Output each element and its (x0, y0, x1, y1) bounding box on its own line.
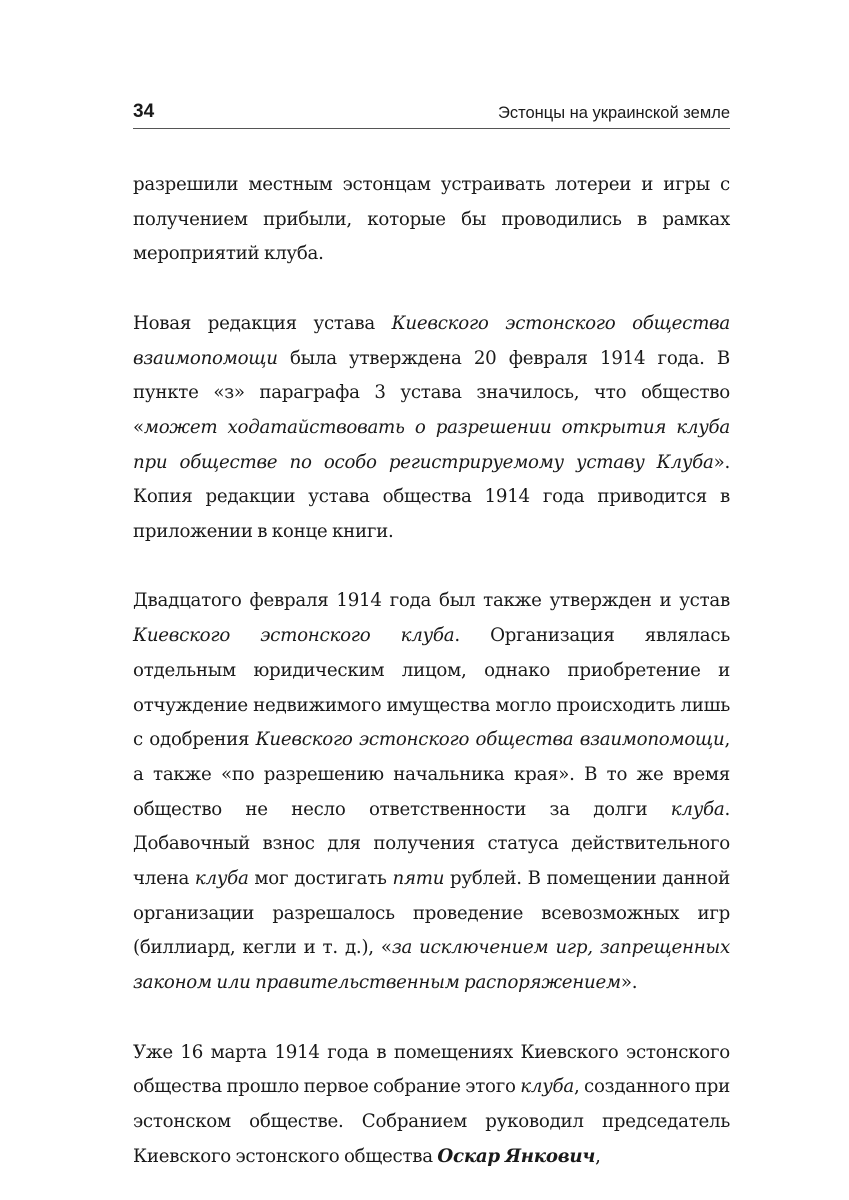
bold-italic-run-inner: Оскар Янкович (437, 1145, 596, 1167)
text-run: . Организация являлась отдельным юридическим лицом, однако приобретение и отчуждение недвижимого имущества могло происходить лишь с одобрения (133, 625, 730, 751)
italic-run: Киевского эстонского общества взаимопомощи (255, 729, 725, 751)
text-run: Новая редакция устава (133, 312, 392, 334)
italic-run: клуба (520, 1076, 574, 1098)
page-number: 34 (133, 101, 155, 122)
italic-run: пяти (392, 868, 445, 890)
body-text (133, 168, 730, 1174)
bold-italic-run (437, 1146, 595, 1167)
text-run: Уже 16 марта 1914 года в помещениях Киевского эстонского общества прошло первое собрание этого (133, 1041, 730, 1098)
text-run: , а также «по разрешению начальника края». В то же время общество не несло ответственности за долги (133, 729, 730, 820)
text-run: , (595, 1145, 601, 1167)
paragraph (133, 584, 730, 1000)
running-title: Эстонцы на украинской земле (497, 104, 730, 122)
text-run: , созданного при эстонском обществе. Собранием руководил председатель Киевского эстонского общества (133, 1076, 730, 1167)
paragraph (133, 307, 730, 550)
paragraph (133, 168, 730, 272)
text-run: ». (620, 972, 638, 994)
italic-run: Киевского эстонского клуба (133, 625, 455, 647)
text-run: . Добавочный взнос для получения статуса действительного члена (133, 798, 730, 890)
text-run: была утверждена 20 февраля 1914 года. В пункте «з» параграфа 3 устава значилось, что общество « (133, 347, 730, 438)
paragraph (133, 1036, 730, 1175)
text-run: разрешили местным эстонцам устраивать лотереи и игры с получением прибыли, которые бы проводились в рамках мероприятий клуба. (133, 174, 730, 265)
text-run: рублей. В помещении данной организации разрешалось проведение всевозможных игр (биллиард, кегли и т. д.), « (133, 868, 730, 959)
text-run: мог достигать (248, 868, 393, 890)
italic-run: клуба (670, 798, 725, 820)
page-header (133, 100, 730, 130)
header-divider (133, 128, 730, 129)
italic-run: может ходатайствовать о разрешении открытия клуба при обществе по особо регистрируемому уставу Клуба (133, 416, 730, 473)
text-run: Двадцатого февраля 1914 года был также утвержден и устав (133, 590, 730, 612)
italic-run: за исключением игр, запрещенных законом или правительственным распоряжением (133, 937, 730, 994)
text-run: ». Копия редакции устава общества 1914 года приводится в приложении в конце книги. (133, 451, 730, 543)
italic-run: клуба (194, 868, 249, 890)
italic-run: Киевского эстонского общества взаимопомощи (133, 312, 730, 369)
